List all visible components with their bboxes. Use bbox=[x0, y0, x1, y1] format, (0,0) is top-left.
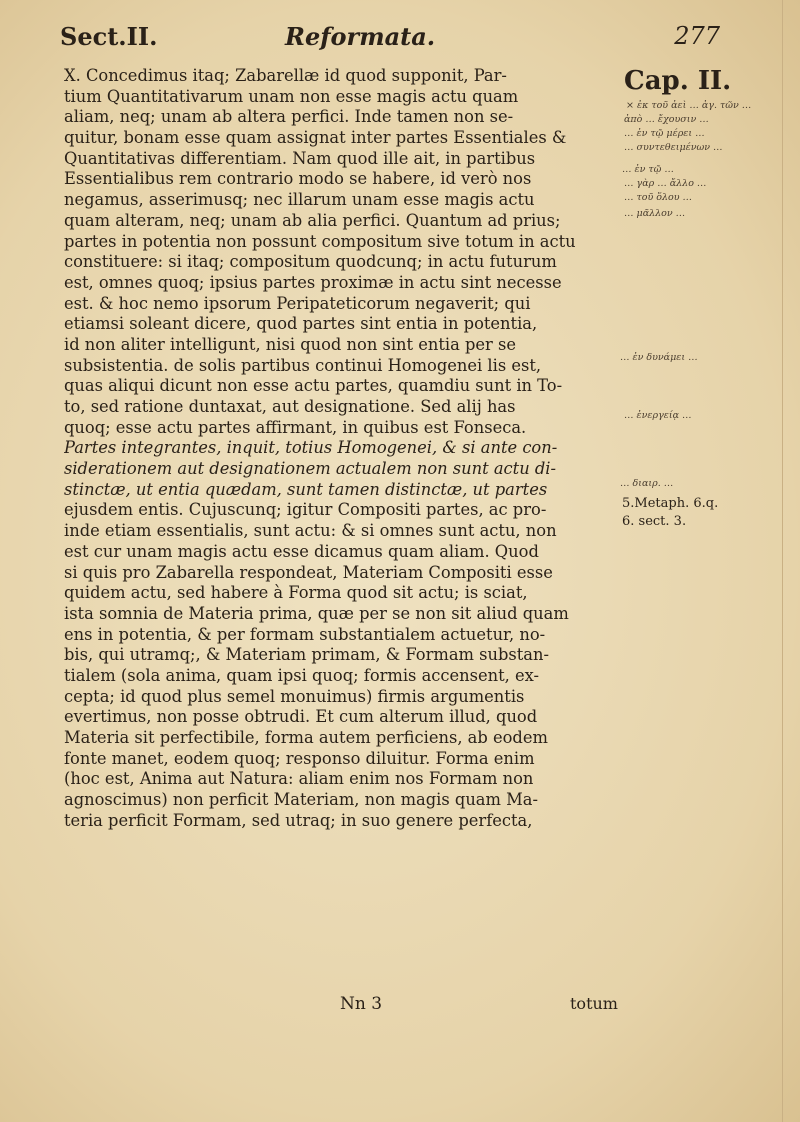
handwritten-note: … ἐνεργείᾳ … bbox=[624, 410, 692, 421]
text-line: ens in potentia, & per formam substantialem actuetur, no- bbox=[64, 624, 546, 644]
text-line: tialem (sola anima, quam ipsi quoq; formis accensent, ex- bbox=[64, 665, 540, 685]
text-line: est cur unam magis actu esse dicamus quam aliam. Quod bbox=[64, 541, 539, 561]
handwritten-note: … γὰρ … ἄλλο … bbox=[624, 178, 707, 189]
text-line: est, omnes quoq; ipsius partes proximæ in actu sint necesse bbox=[64, 272, 562, 292]
text-line: Materia sit perfectibile, forma autem perficiens, ab eodem bbox=[64, 728, 548, 747]
signature-mark: Nn 3 bbox=[340, 994, 383, 1014]
text-line: inde etiam essentialis, sunt actu: & si omnes sunt actu, non bbox=[64, 521, 557, 541]
text-line: Partes integrantes, inquit, totius Homogenei, & si ante con- bbox=[64, 438, 558, 458]
text-line: tium Quantitativarum unam non esse magis actu quam bbox=[64, 86, 519, 106]
margin-reference: 6. sect. 3. bbox=[622, 514, 687, 529]
handwritten-note: × ἐκ τοῦ ἀεὶ … ἁγ. τῶν … bbox=[626, 100, 752, 111]
text-line: quas aliqui dicunt non esse actu partes, quamdiu sunt in To- bbox=[64, 376, 563, 396]
handwritten-note: … ἐν τῷ μέρει … bbox=[624, 128, 705, 139]
handwritten-note: … μᾶλλον … bbox=[624, 208, 686, 219]
text-line: constituere: si itaq; compositum quodcunq; in actu futurum bbox=[64, 252, 557, 272]
text-line: negamus, asserimusq; nec illarum unam esse magis actu bbox=[64, 190, 535, 210]
text-line: fonte manet, eodem quoq; responso diluitur. Forma enim bbox=[64, 748, 535, 768]
text-line: partes in potentia non possunt compositum sive totum in actu bbox=[64, 231, 576, 251]
text-line: quam alteram, neq; unam ab alia perfici. Quantum ad prius; bbox=[64, 210, 561, 230]
handwritten-note: … ἐν τῷ … bbox=[622, 164, 674, 175]
text-line: agnoscimus) non perficit Materiam, non magis quam Ma- bbox=[64, 790, 539, 810]
text-line: quitur, bonam esse quam assignat inter partes Essentiales & bbox=[64, 128, 567, 148]
section-label: Sect.II. bbox=[60, 22, 158, 51]
text-line: quoq; esse actu partes affirmant, in quibus est Fonseca. bbox=[64, 417, 527, 437]
handwritten-note: … ἐν δυνάμει … bbox=[620, 352, 698, 363]
main-text-block bbox=[64, 66, 624, 831]
text-line: cepta; id quod plus semel monuimus) firmis argumentis bbox=[64, 686, 525, 706]
handwritten-note: … διαιρ. … bbox=[620, 478, 674, 489]
text-line: ejusdem entis. Cujuscunq; igitur Compositi partes, ac pro- bbox=[64, 500, 547, 520]
catchword: totum bbox=[570, 994, 618, 1013]
text-line: evertimus, non posse obtrudi. Et cum alterum illud, quod bbox=[64, 707, 538, 727]
text-line: etiamsi soleant dicere, quod partes sint entia in potentia, bbox=[64, 314, 538, 334]
page-edge-line bbox=[782, 0, 783, 1122]
text-line: subsistentia. de solis partibus continui Homogenei lis est, bbox=[64, 355, 542, 375]
running-header bbox=[60, 22, 720, 62]
page-footer bbox=[0, 994, 800, 1018]
text-line: Essentialibus rem contrario modo se habere, id verò nos bbox=[64, 169, 532, 189]
text-line: bis, qui utramq;, & Materiam primam, & Formam substan- bbox=[64, 645, 549, 665]
text-line: siderationem aut designationem actualem non sunt actu di- bbox=[64, 459, 556, 479]
text-line: quidem actu, sed habere à Forma quod sit actu; is sciat, bbox=[64, 583, 528, 603]
text-line: est. & hoc nemo ipsorum Peripateticorum negaverit; qui bbox=[64, 293, 531, 313]
text-line: teria perficit Formam, sed utraq; in suo genere perfecta, bbox=[64, 810, 533, 830]
running-title: Reformata. bbox=[285, 22, 436, 51]
handwritten-note: ἀπὸ … ἔχουσιν … bbox=[624, 114, 709, 125]
text-line: Quantitativas differentiam. Nam quod ille ait, in partibus bbox=[64, 148, 536, 168]
text-line: id non aliter intelligunt, nisi quod non sint entia per se bbox=[64, 334, 517, 354]
text-line: ista somnia de Materia prima, quæ per se non sit aliud quam bbox=[64, 603, 569, 623]
text-line: si quis pro Zabarella respondeat, Materiam Compositi esse bbox=[64, 562, 553, 582]
margin-reference: 5.Metaph. 6.q. bbox=[622, 496, 719, 511]
text-line: (hoc est, Anima aut Natura: aliam enim nos Formam non bbox=[64, 769, 534, 789]
text-line: to, sed ratione duntaxat, aut designatione. Sed alij has bbox=[64, 397, 516, 416]
chapter-label: Cap. II. bbox=[624, 66, 732, 96]
handwritten-note: … συντεθειμένων … bbox=[624, 142, 723, 153]
text-line: X. Concedimus itaq; Zabarellæ id quod supponit, Par- bbox=[64, 66, 507, 85]
text-line: stinctæ, ut entia quædam, sunt tamen distinctæ, ut partes bbox=[64, 479, 548, 499]
handwritten-note: … τοῦ ὅλου … bbox=[624, 192, 693, 203]
text-line: aliam, neq; unam ab altera perfici. Inde tamen non se- bbox=[64, 107, 514, 127]
page-number: 277 bbox=[674, 22, 720, 50]
